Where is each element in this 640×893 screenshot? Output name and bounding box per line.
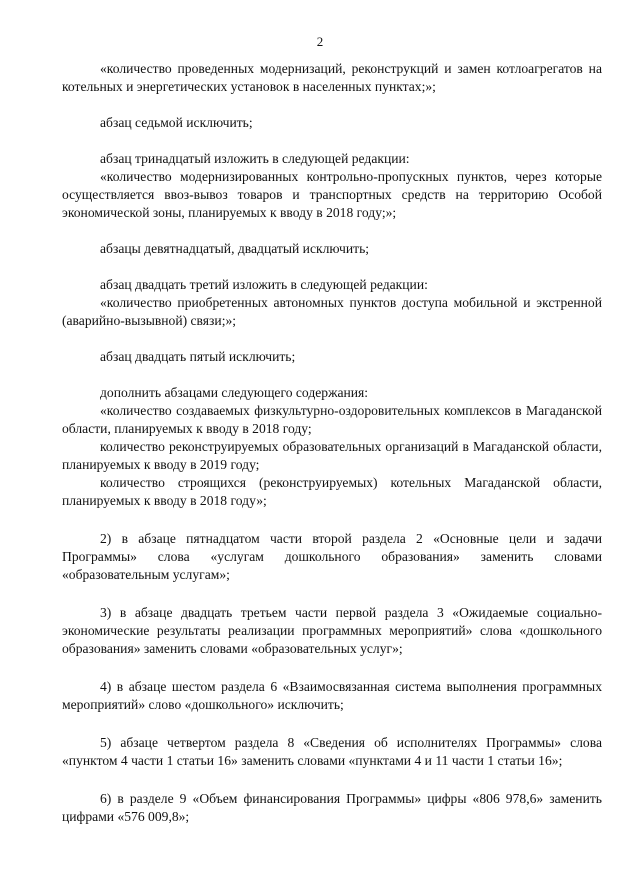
paragraph-item-2: 2) в абзаце пятнадцатом части второй раздела 2 «Основные цели и задачи Программы» слова «услугам дошкольного образования» заменить словами «образовательным услугам»; xyxy=(62,531,602,582)
paragraph-checkpoints-count: «количество модернизированных контрольно-пропускных пунктов, через которые осуществляется ввоз-вывоз товаров и транспортных средств на территорию Особой экономической зоны, планируемых к вводу в 2018 году;»; xyxy=(62,169,602,220)
paragraph-boiler-houses: количество строящихся (реконструируемых) котельных Магаданской области, планируемых к вводу в 2018 году»; xyxy=(62,475,602,508)
paragraph-access-points-count: «количество приобретенных автономных пунктов доступа мобильной и экстренной (аварийно-вызывной) связи;»; xyxy=(62,295,602,328)
paragraph-modernization-count: «количество проведенных модернизаций, реконструкций и замен котлоагрегатов на котельных и энергетических установок в населенных пунктах;»; xyxy=(62,61,602,94)
paragraph-seventh-exclude: абзац седьмой исключить; xyxy=(100,115,253,130)
document-body xyxy=(62,60,602,826)
paragraph-add-intro: дополнить абзацами следующего содержания: xyxy=(100,385,369,400)
paragraph-item-3: 3) в абзаце двадцать третьем части первой раздела 3 «Ожидаемые социально-экономические результаты реализации программных мероприятий» слова «дошкольного образования» заменить словами «образовательных услуг»; xyxy=(62,605,602,656)
paragraph-twenty-fifth-exclude: абзац двадцать пятый исключить; xyxy=(100,349,296,364)
paragraph-nineteenth-twentieth-exclude: абзацы девятнадцатый, двадцатый исключить; xyxy=(100,241,370,256)
paragraph-item-6: 6) в разделе 9 «Объем финансирования Программы» цифры «806 978,6» заменить цифрами «576 009,8»; xyxy=(62,791,602,824)
paragraph-item-4: 4) в абзаце шестом раздела 6 «Взаимосвязанная система выполнения программных мероприятий» слово «дошкольного» исключить; xyxy=(62,679,602,712)
paragraph-sports-complexes: «количество создаваемых физкультурно-оздоровительных комплексов в Магаданской области, планируемых к вводу в 2018 году; xyxy=(62,403,602,436)
paragraph-item-5: 5) абзаце четвертом раздела 8 «Сведения об исполнителях Программы» слова «пунктом 4 части 1 статьи 16» заменить словами «пунктами 4 и 11 части 1 статьи 16»; xyxy=(62,735,602,768)
paragraph-thirteenth-edit: абзац тринадцатый изложить в следующей редакции: xyxy=(100,151,410,166)
paragraph-educational-organizations: количество реконструируемых образовательных организаций в Магаданской области, планируемых к вводу в 2019 году; xyxy=(62,439,602,472)
paragraph-twenty-third-edit: абзац двадцать третий изложить в следующей редакции: xyxy=(100,277,428,292)
page-number: 2 xyxy=(316,34,324,49)
